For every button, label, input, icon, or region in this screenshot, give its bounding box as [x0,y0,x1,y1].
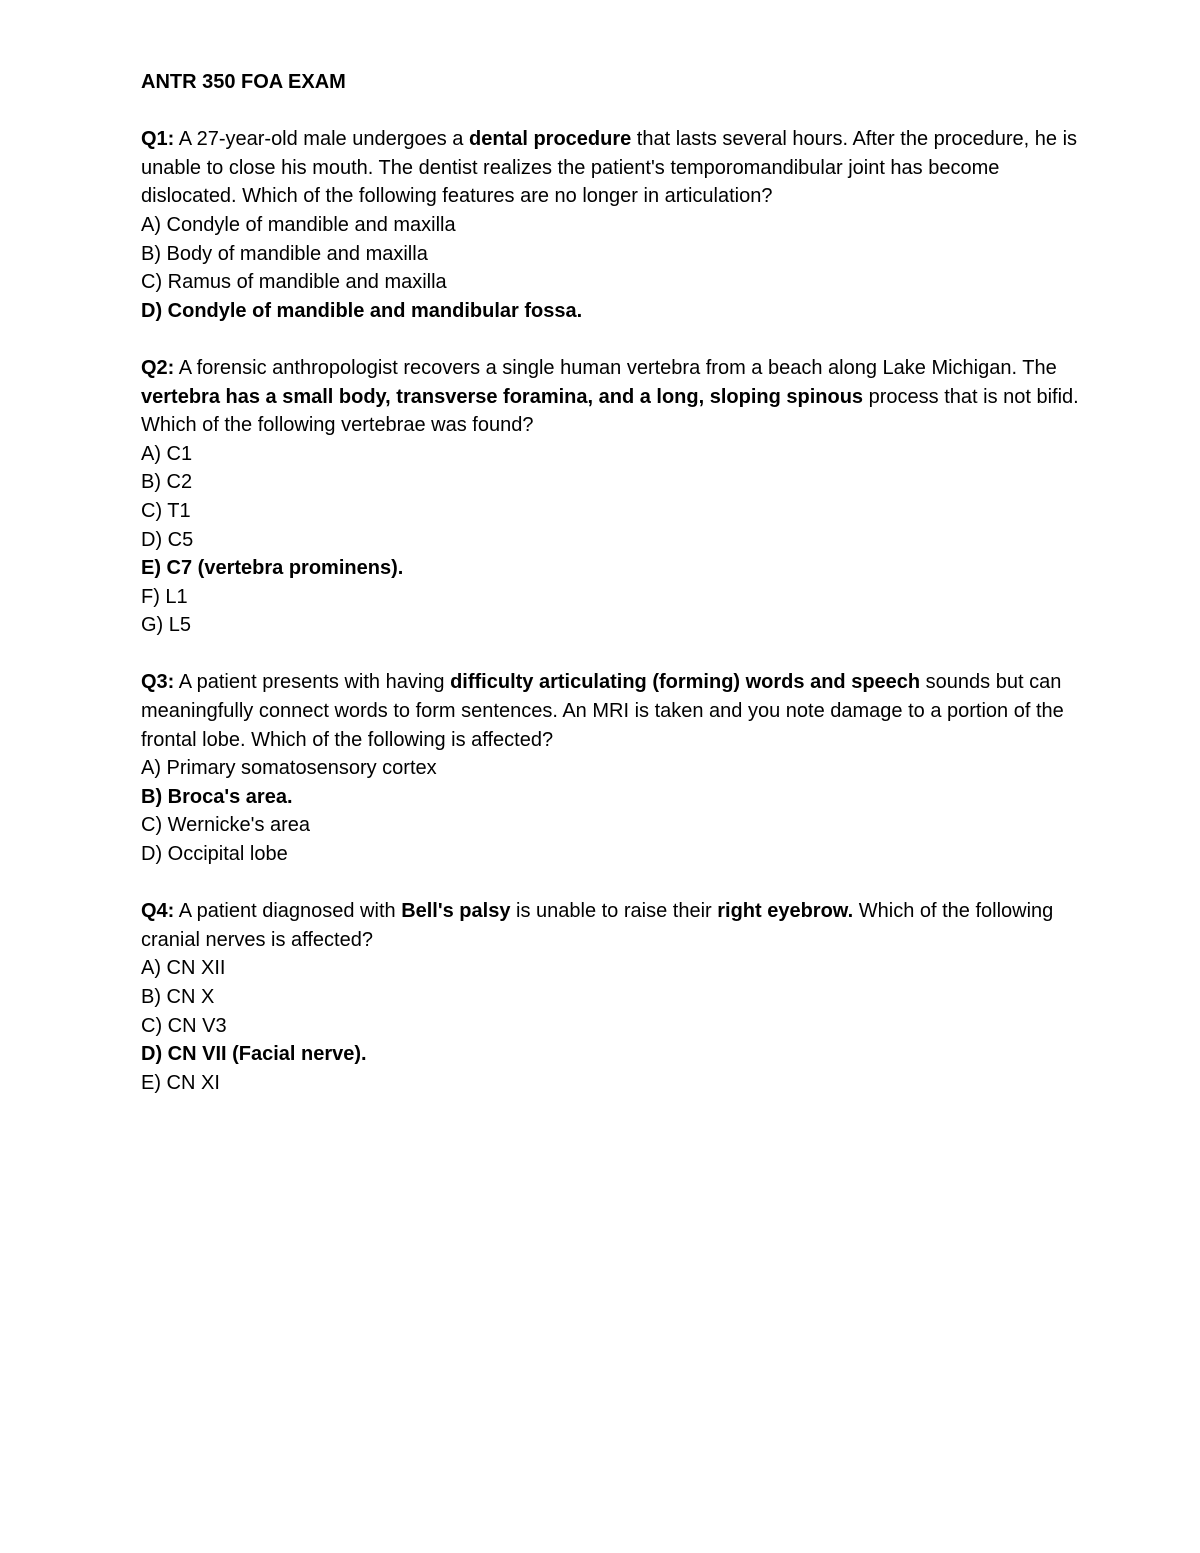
question-stem [141,354,1081,440]
question-label: Q4: [141,900,175,923]
question-label: Q1: [141,128,175,151]
answer-option: G) L5 [141,614,192,637]
document-title: ANTR 350 FOA EXAM [141,71,346,93]
answer-option: A) Primary somatosensory cortex [141,757,437,780]
question-stem-emphasis: right eyebrow. [717,900,854,923]
question-stem-emphasis: dental procedure [468,128,632,151]
question-stem-text: A patient diagnosed with [174,900,402,923]
answer-option: C) CN V3 [141,1014,227,1037]
question-stem-emphasis: Bell's palsy [401,900,511,923]
question-stem-emphasis: difficulty articulating (forming) words and speech [450,671,921,694]
question-stem-text: A 27-year-old male undergoes a [174,128,469,151]
question-4 [141,897,1081,1097]
question-label: Q3: [141,671,175,694]
answer-option-correct: D) Condyle of mandible and mandibular fossa. [141,299,583,322]
question-stem-text: A patient presents with having [174,671,451,694]
answer-option: C) Ramus of mandible and maxilla [141,271,447,294]
answer-option: D) C5 [141,528,194,551]
question-3 [141,668,1081,897]
answer-option: B) CN X [141,986,215,1008]
spacer [141,640,1081,669]
answer-option-correct: E) C7 (vertebra prominens). [141,557,404,580]
question-stem-text: Which of the following cranial nerves is affected? [141,900,1054,951]
question-list [141,125,1081,1097]
answer-option: A) CN XII [141,957,226,980]
question-stem-emphasis: vertebra has a small body, transverse foramina, and a long, sloping spinous [141,385,864,408]
question-1 [141,125,1081,354]
question-stem [141,897,1081,954]
answer-option: A) C1 [141,442,193,465]
question-stem-text: A forensic anthropologist recovers a single human vertebra from a beach along Lake Michigan. The [174,356,1057,379]
answer-option: B) C2 [141,471,193,494]
answer-option: C) T1 [141,499,191,522]
spacer [141,325,1081,354]
question-stem-text: that lasts several hours. After the procedure, he is unable to close his mouth. The dentist realizes the patient's temporomandibular joint has become dislocated. Which of the following features are no longer in articulation? [141,128,1078,208]
answer-option: E) CN XI [141,1071,220,1094]
answer-option: F) L1 [141,585,188,608]
answer-option: A) Condyle of mandible and maxilla [141,213,456,236]
question-label: Q2: [141,356,175,379]
question-stem-text: is unable to raise their [510,900,718,923]
answer-option: D) Occipital lobe [141,843,288,866]
spacer [141,97,1081,126]
answer-option: C) Wernicke's area [141,814,311,837]
question-stem-text: process that is not bifid. Which of the following vertebrae was found? [141,385,1079,437]
answer-option-correct: B) Broca's area. [141,785,293,808]
spacer [141,869,1081,898]
document-body [141,68,1081,1097]
answer-option: B) Body of mandible and maxilla [141,242,428,265]
answer-option-correct: D) CN VII (Facial nerve). [141,1043,367,1066]
question-stem [141,125,1081,211]
question-2 [141,354,1081,669]
question-stem-text: sounds but can meaningfully connect words to form sentences. An MRI is taken and you note damage to a portion of the frontal lobe. Which of the following is affected? [141,671,1064,751]
question-stem [141,668,1081,754]
